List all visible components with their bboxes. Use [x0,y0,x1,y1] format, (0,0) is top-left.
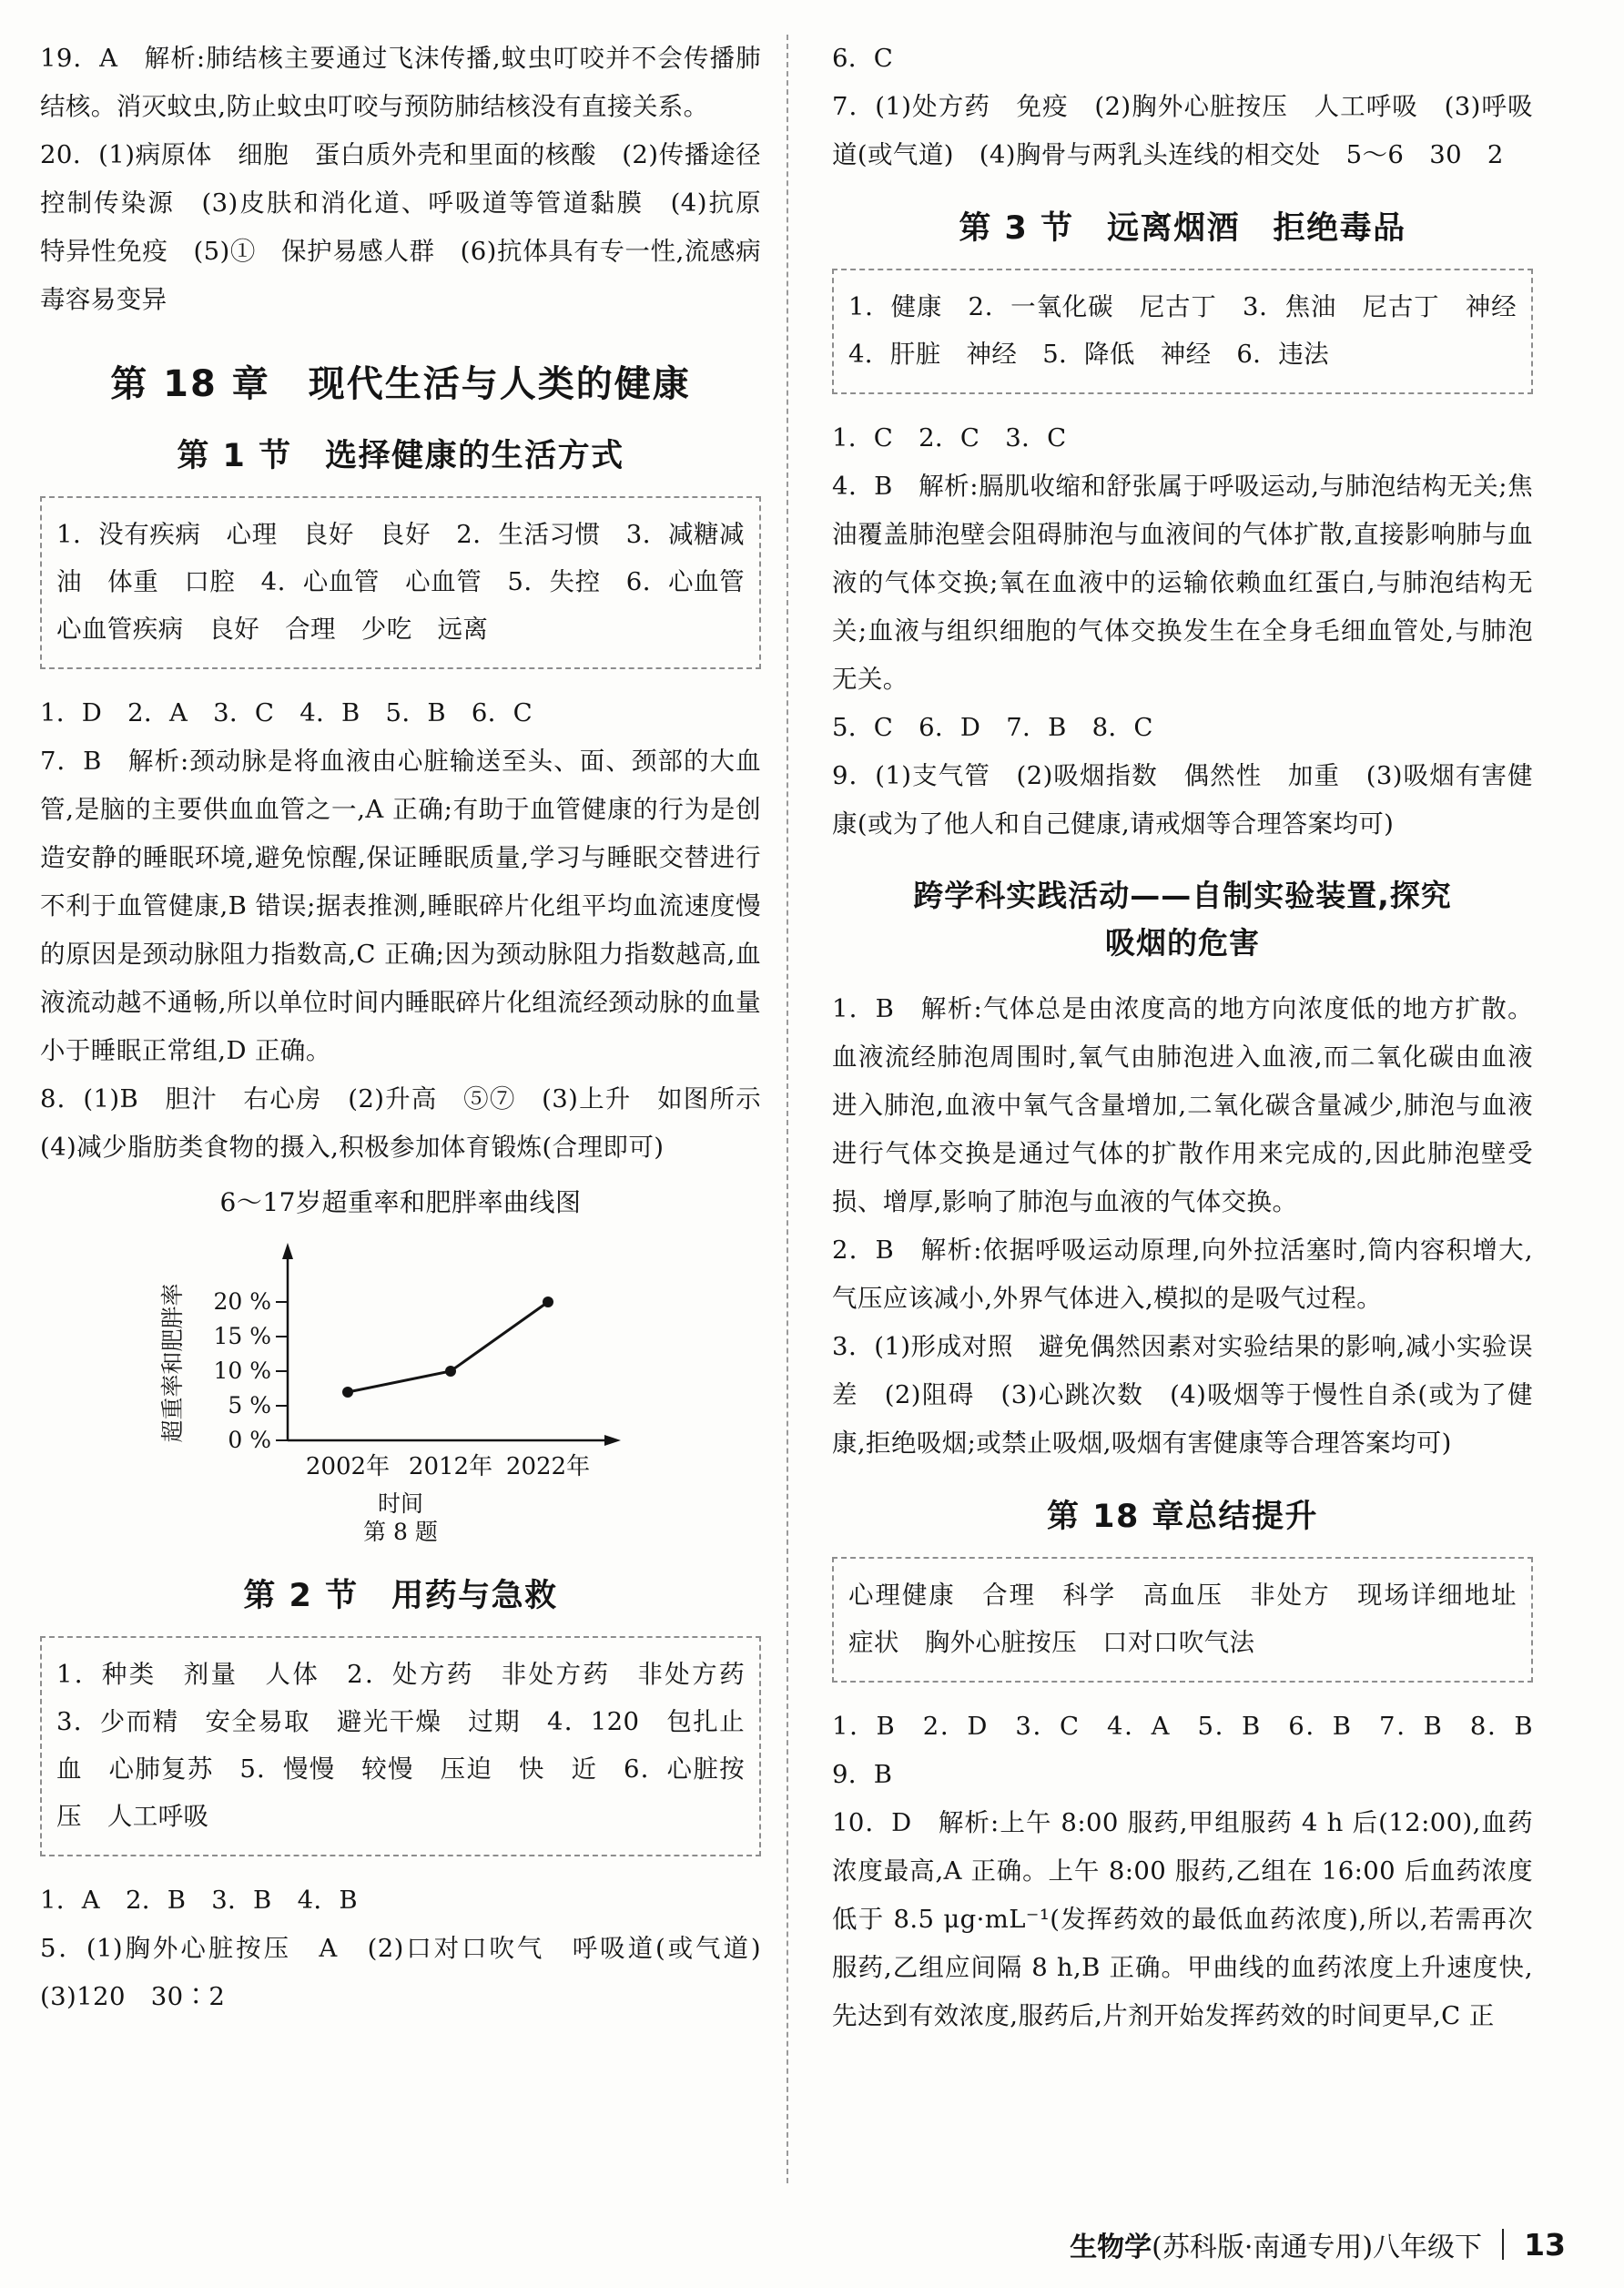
section-1-answer-8 [40,1075,787,1172]
chart-ytick-15: 15 % [213,1323,271,1349]
summary-answer-10 [832,1799,1533,2040]
section-1-heading: 第 1 节 选择健康的生活方式 [177,438,624,474]
section-1-answer-7 [40,737,761,1075]
answer-text: 1．B 解析:气体总是由浓度高的地方向浓度低的地方扩散。血液流经肺泡周围时,氧气由肺泡进入血液,而二氧化碳由血液进入肺泡,血液中氧气含量增加,二氧化碳含量减少,肺泡与血液进行气体交换是通过气体的扩散作用来完成的,因此肺泡壁受损、增厚,影响了肺泡与血液的气体交换。 [832,994,1533,1216]
fill-in-answers: 1．没有疾病 心理 良好 良好 2．生活习惯 3．减糖减油 体重 口腔 4．心血管 心血管 5．失控 6．心血管 心血管疾病 良好 合理 少吃 远离 [56,520,770,644]
answer-text: 6．C [832,44,894,73]
answer-text: 20．(1)病原体 细胞 蛋白质外壳和里面的核酸 (2)传播途径 控制传染源 (3)皮肤和消化道、呼吸道等管道黏膜 (4)抗原 特异性免疫 (5)① 保护易感人群 (6)抗体具有专一性,流感病毒容易变异 [40,140,787,314]
chart-x-axis-label: 时间 [377,1490,423,1517]
section-3-heading: 第 3 节 远离烟酒 拒绝毒品 [959,210,1406,247]
answer-text: 3．(1)形成对照 避免偶然因素对实验结果的影响,减小实验误差 (2)阻碍 (3)心跳次数 (4)吸烟等于慢性自杀(或为了健康,拒绝吸烟;或禁止吸烟,吸烟有害健康等合理答案均可) [832,1332,1533,1458]
section-3-choice-answers-1 [832,414,1533,463]
answer-text: 8．(1)B 胆汁 右心房 (2)升高 ⑤⑦ (3)上升 如图所示 (4)减少脂肪类食物的摄入,积极参加体育锻炼(合理即可) [40,1084,787,1162]
answer-text: 1．C 2．C 3．C [832,423,1067,453]
activity-heading [832,872,1533,967]
section-2-choice-answers [40,1876,761,1925]
chart-ytick-5: 5 % [228,1392,271,1419]
line-chart-svg [155,1226,646,1490]
chart-point-2012 [445,1366,456,1377]
activity-answer-1 [832,985,1533,1226]
answer-text: 5．C 6．D 7．B 8．C [832,713,1153,742]
chart-title: 6～17岁超重率和肥胖率曲线图 [219,1187,582,1217]
answer-item-20 [40,131,787,324]
answer-text: 1．A 2．B 3．B 4．B [40,1886,358,1915]
figure-overweight-obesity-rate [40,1183,761,1547]
fill-in-answers: 1．健康 2．一氧化碳 尼古丁 3．焦油 尼古丁 神经 4．肝脏 神经 5．降低 神经 6．违法 [848,292,1542,369]
answer-text: 9．(1)支气管 (2)吸烟指数 偶然性 加重 (3)吸烟有害健康(或为了他人和自己健康,请戒烟等合理答案均可) [832,761,1533,839]
fill-in-answers: 心理健康 合理 科学 高血压 非处方 现场详细地址 症状 胸外心脏按压 口对口吹气法 [848,1581,1542,1657]
summary-choice-answers [832,1703,1558,1799]
footer-edition: (苏科版·南通专用)八年级下 [1152,2232,1483,2263]
section-2-heading: 第 2 节 用药与急救 [243,1578,558,1614]
chart-point-2002 [342,1387,353,1398]
answer-text: 5．(1)胸外心脏按压 A (2)口对口吹气 呼吸道(或气道) (3)120 30∶2 [40,1934,787,2011]
answer-text: 10．D 解析:上午 8:00 服药,甲组服药 4 h 后(12:00),血药浓度最高,A 正确。上午 8:00 服药,乙组在 16:00 后血药浓度低于 8.5 μg·mL⁻¹(发挥药效的最低血药浓度),所以,若需再次服药,乙组应间隔 8 h,B 正确。甲曲线的血药浓度上升速度快,先达到有效浓度,服药后,片剂开始发挥药效的时间更早,C 正 [832,1808,1533,2030]
activity-heading-line-2: 吸烟的危害 [1105,925,1260,961]
section-3-answer-4 [832,463,1533,704]
left-column [40,35,787,2183]
answer-item-7 [832,83,1533,179]
answer-text: 2．B 解析:依据呼吸运动原理,向外拉活塞时,筒内容积增大,气压应该减小,外界气体进入,模拟的是吸气过程。 [832,1236,1533,1313]
activity-answer-2 [832,1226,1533,1323]
chart-xtick-2022: 2022年 [505,1453,591,1480]
chart-canvas-wrap [40,1226,761,1490]
chart-ytick-20: 20 % [213,1288,271,1315]
section-1-fill-in-box [40,496,770,669]
footer-book-title [1070,2224,1482,2264]
answer-text: 7．(1)处方药 免疫 (2)胸外心脏按压 人工呼吸 (3)呼吸道(或气道) (4)胸骨与两乳头连线的相交处 5～6 30 2 [832,92,1533,169]
activity-heading-line-1: 跨学科实践活动——自制实验装置,探究 [913,878,1452,913]
chart-xtick-2002: 2002年 [305,1453,391,1480]
section-3-fill-in-box [832,269,1542,394]
chapter-summary-heading: 第 18 章总结提升 [1046,1499,1319,1535]
footer-subject: 生物学 [1070,2232,1152,2263]
footer-divider [1502,2229,1504,2260]
section-2-answer-5 [40,1925,787,2021]
answer-text: 1．D 2．A 3．C 4．B 5．B 6．C [40,698,533,727]
two-column-layout [40,35,1584,2183]
section-3-choice-answers-2 [832,704,1533,752]
fill-in-answers: 1．种类 剂量 人体 2．处方药 非处方药 非处方药 3．少而精 安全易取 避光干燥 过期 4．120 包扎止血 心肺复苏 5．慢慢 较慢 压迫 快 近 6．心脏按压 人工呼吸 [56,1660,770,1831]
answer-text: 19．A 解析:肺结核主要通过飞沫传播,蚊虫叮咬并不会传播肺结核。消灭蚊虫,防止蚊虫叮咬与预防肺结核没有直接关系。 [40,44,761,121]
summary-fill-in-box [832,1557,1542,1683]
section-2-fill-in-box [40,1636,770,1856]
answer-text: 4．B 解析:膈肌收缩和舒张属于呼吸运动,与肺泡结构无关;焦油覆盖肺泡壁会阻碍肺泡与血液间的气体扩散,直接影响肺与血液的气体交换;氧在血液中的运输依赖血红蛋白,与肺泡结构无关;血液与组织细胞的气体交换发生在全身毛细血管处,与肺泡无关。 [832,472,1533,694]
answer-text: 7．B 解析:颈动脉是将血液由心脏输送至头、面、颈部的大血管,是脑的主要供血血管之一,A 正确;有助于血管健康的行为是创造安静的睡眠环境,避免惊醒,保证睡眠质量,学习与睡眠交替进行不利于血管健康,B 错误;据表推测,睡眠碎片化组平均血流速度慢的原因是颈动脉阻力指数高,C 正确;因为颈动脉阻力指数越高,血液流动越不通畅,所以单位时间内睡眠碎片化组流经颈动脉的血量小于睡眠正常组,D 正确。 [40,747,761,1065]
answer-item-6 [832,35,1533,83]
section-1-choice-answers [40,689,761,737]
chart-y-axis-label: 超重率和肥胖率 [159,1283,186,1443]
activity-answer-3 [832,1323,1533,1468]
page-number: 13 [1524,2226,1566,2263]
page-footer [0,2224,1624,2264]
chart-ytick-10: 10 % [213,1358,271,1384]
chapter-heading: 第 18 章 现代生活与人类的健康 [110,363,691,405]
section-3-answer-9 [832,752,1533,849]
chart-point-2022 [543,1297,553,1307]
chart-ytick-0: 0 % [228,1427,271,1453]
chart-xtick-2012: 2012年 [408,1453,493,1480]
answer-text: 1．B 2．D 3．C 4．A 5．B 6．B 7．B 8．B 9．B [832,1712,1558,1789]
figure-caption: 第 8 题 [363,1519,438,1545]
answer-item-19 [40,35,761,131]
right-column [787,35,1558,2183]
